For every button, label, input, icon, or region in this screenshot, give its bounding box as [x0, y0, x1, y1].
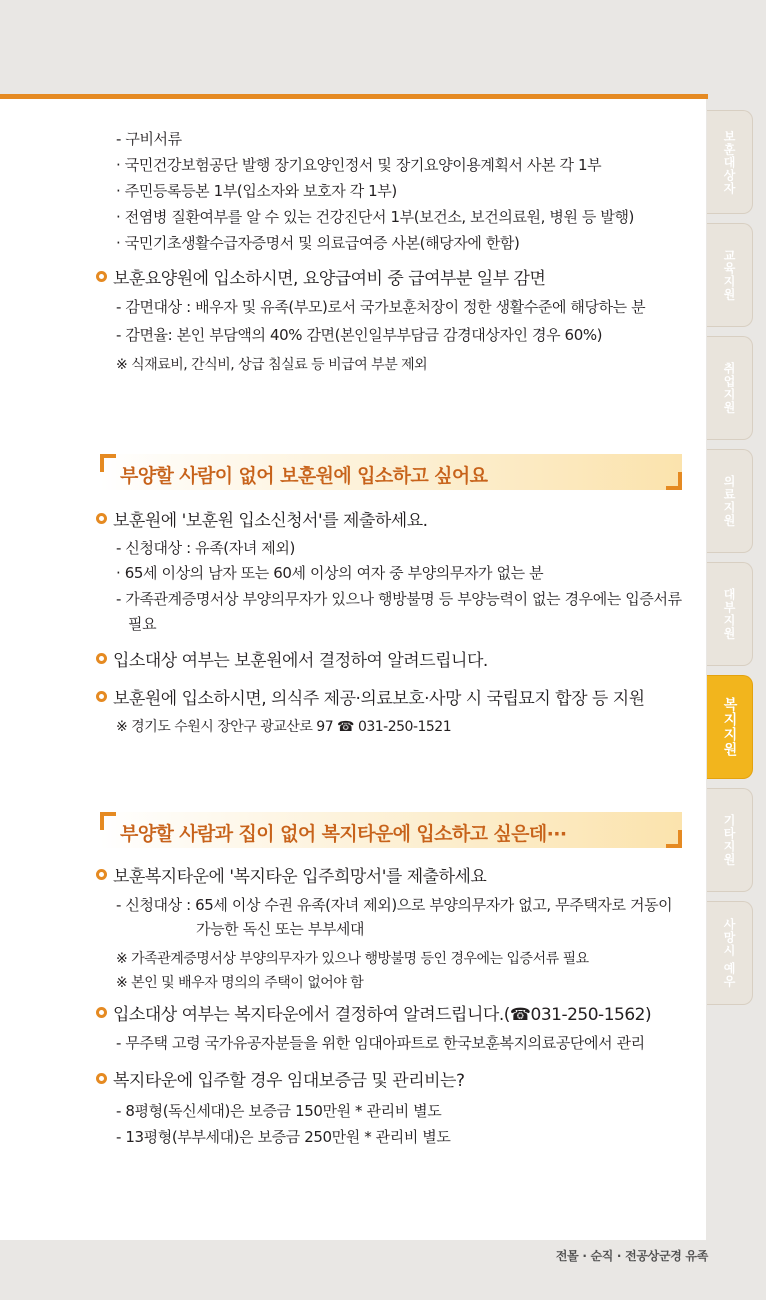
side-tab-label: 사망시 예우	[722, 917, 736, 989]
sub-item: - 감면율: 본인 부담액의 40% 감면(본인일부부담금 감경대상자인 경우 60%)	[116, 326, 603, 344]
bullet-support	[96, 684, 645, 709]
bullet-circle-icon	[96, 1073, 107, 1084]
sub-item: - 감면대상 : 배우자 및 유족(부모)로서 국가보훈처장이 정한 생활수준에 해당하는 분	[116, 298, 646, 316]
side-tab-label: 의료지원	[722, 475, 736, 527]
bullet-town-application	[96, 862, 486, 887]
bullet-circle-icon	[96, 513, 107, 524]
doc-item: · 전염병 질환여부를 알 수 있는 건강진단서 1부(보건소, 보건의료원, 병원 등 발행)	[116, 208, 634, 226]
section-heading-text: 부양할 사람이 없어 보훈원에 입소하고 싶어요	[120, 465, 488, 487]
bullet-application	[96, 506, 428, 531]
doc-item: · 국민기초생활수급자증명서 및 의료급여증 사본(해당자에 한함)	[116, 234, 520, 252]
bullet-text: 보훈원에 입소하시면, 의식주 제공·의료보호·사망 시 국립묘지 합장 등 지원	[113, 689, 645, 709]
docs-title: - 구비서류	[116, 130, 182, 148]
side-tab-label: 복지지원	[721, 697, 738, 757]
heading-corner	[666, 486, 682, 490]
bullet-circle-icon	[96, 653, 107, 664]
bullet-text: 복지타운에 입주할 경우 임대보증금 및 관리비는?	[113, 1071, 465, 1091]
side-tab-7[interactable]	[707, 788, 753, 892]
bullet-text: 입소대상 여부는 보훈원에서 결정하여 알려드립니다.	[113, 651, 488, 671]
side-tab-index	[707, 110, 766, 1010]
sub-item: - 13평형(부부세대)은 보증금 250만원 * 관리비 별도	[116, 1128, 451, 1146]
side-tab-label: 교육지원	[722, 249, 736, 301]
sub-item: - 신청대상 : 65세 이상 수권 유족(자녀 제외)으로 부양의무자가 없고, 무주택자로 거동이	[116, 896, 673, 914]
bullet-nursing-discount	[96, 264, 545, 289]
sub-item: - 무주택 고령 국가유공자분들을 위한 임대아파트로 한국보훈복지의료공단에서 관리	[116, 1034, 645, 1052]
side-tab-3[interactable]	[707, 336, 753, 440]
side-tab-5[interactable]	[707, 562, 753, 666]
doc-item: · 주민등록등본 1부(입소자와 보호자 각 1부)	[116, 182, 397, 200]
bullet-text: 보훈요양원에 입소하시면, 요양급여비 중 급여부분 일부 감면	[113, 269, 546, 289]
bullet-circle-icon	[96, 869, 107, 880]
side-tab-8[interactable]	[707, 901, 753, 1005]
side-tab-4[interactable]	[707, 449, 753, 553]
side-tab-label: 대부지원	[722, 588, 736, 640]
side-tab-1[interactable]	[707, 110, 753, 214]
sub-item: · 65세 이상의 남자 또는 60세 이상의 여자 중 부양의무자가 없는 분	[116, 564, 544, 582]
sub-item: - 8평형(독신세대)은 보증금 150만원 * 관리비 별도	[116, 1102, 442, 1120]
side-tab-label: 보훈대상자	[722, 129, 736, 195]
bullet-text: 보훈원에 '보훈원 입소신청서'를 제출하세요.	[113, 511, 428, 531]
side-tab-label: 기타지원	[722, 814, 736, 866]
heading-corner	[100, 812, 104, 830]
bullet-town-eligibility	[96, 1000, 651, 1025]
side-tab-label: 취업지원	[722, 362, 736, 414]
footer-category: 전몰 · 순직 · 전공상군경 유족	[555, 1249, 708, 1263]
note: ※ 식재료비, 간식비, 상급 침실료 등 비급여 부분 제외	[116, 357, 428, 373]
note: ※ 가족관계증명서상 부양의무자가 있으나 행방불명 등인 경우에는 입증서류 필요	[116, 951, 589, 967]
sub-item: - 가족관계증명서상 부양의무자가 있으나 행방불명 등 부양능력이 없는 경우에는 입증서류	[116, 590, 682, 608]
section-heading-bo훈원	[100, 454, 682, 490]
heading-corner	[666, 844, 682, 848]
note: ※ 본인 및 배우자 명의의 주택이 없어야 함	[116, 975, 364, 991]
sub-item-cont: 필요	[128, 615, 157, 633]
doc-item: · 국민건강보험공단 발행 장기요양인정서 및 장기요양이용계획서 사본 각 1부	[116, 156, 602, 174]
sub-item: - 신청대상 : 유족(자녀 제외)	[116, 539, 295, 557]
section-heading-text: 부양할 사람과 집이 없어 복지타운에 입소하고 싶은데···	[120, 823, 567, 845]
sub-item-cont: 가능한 독신 또는 부부세대	[196, 920, 365, 938]
bullet-circle-icon	[96, 1007, 107, 1018]
bullet-text: 보훈복지타운에 '복지타운 입주희망서'를 제출하세요	[113, 867, 487, 887]
heading-corner	[100, 454, 104, 472]
bullet-circle-icon	[96, 271, 107, 282]
bullet-eligibility	[96, 646, 488, 671]
bullet-circle-icon	[96, 691, 107, 702]
bullet-text: 입소대상 여부는 복지타운에서 결정하여 알려드립니다.(☎031-250-1562)	[113, 1005, 652, 1025]
bullet-town-fees	[96, 1066, 464, 1091]
side-tab-6-active[interactable]	[707, 675, 753, 779]
address-note: ※ 경기도 수원시 장안구 광교산로 97 ☎ 031-250-1521	[116, 719, 452, 735]
side-tab-2[interactable]	[707, 223, 753, 327]
section-heading-welfare-town	[100, 812, 682, 848]
